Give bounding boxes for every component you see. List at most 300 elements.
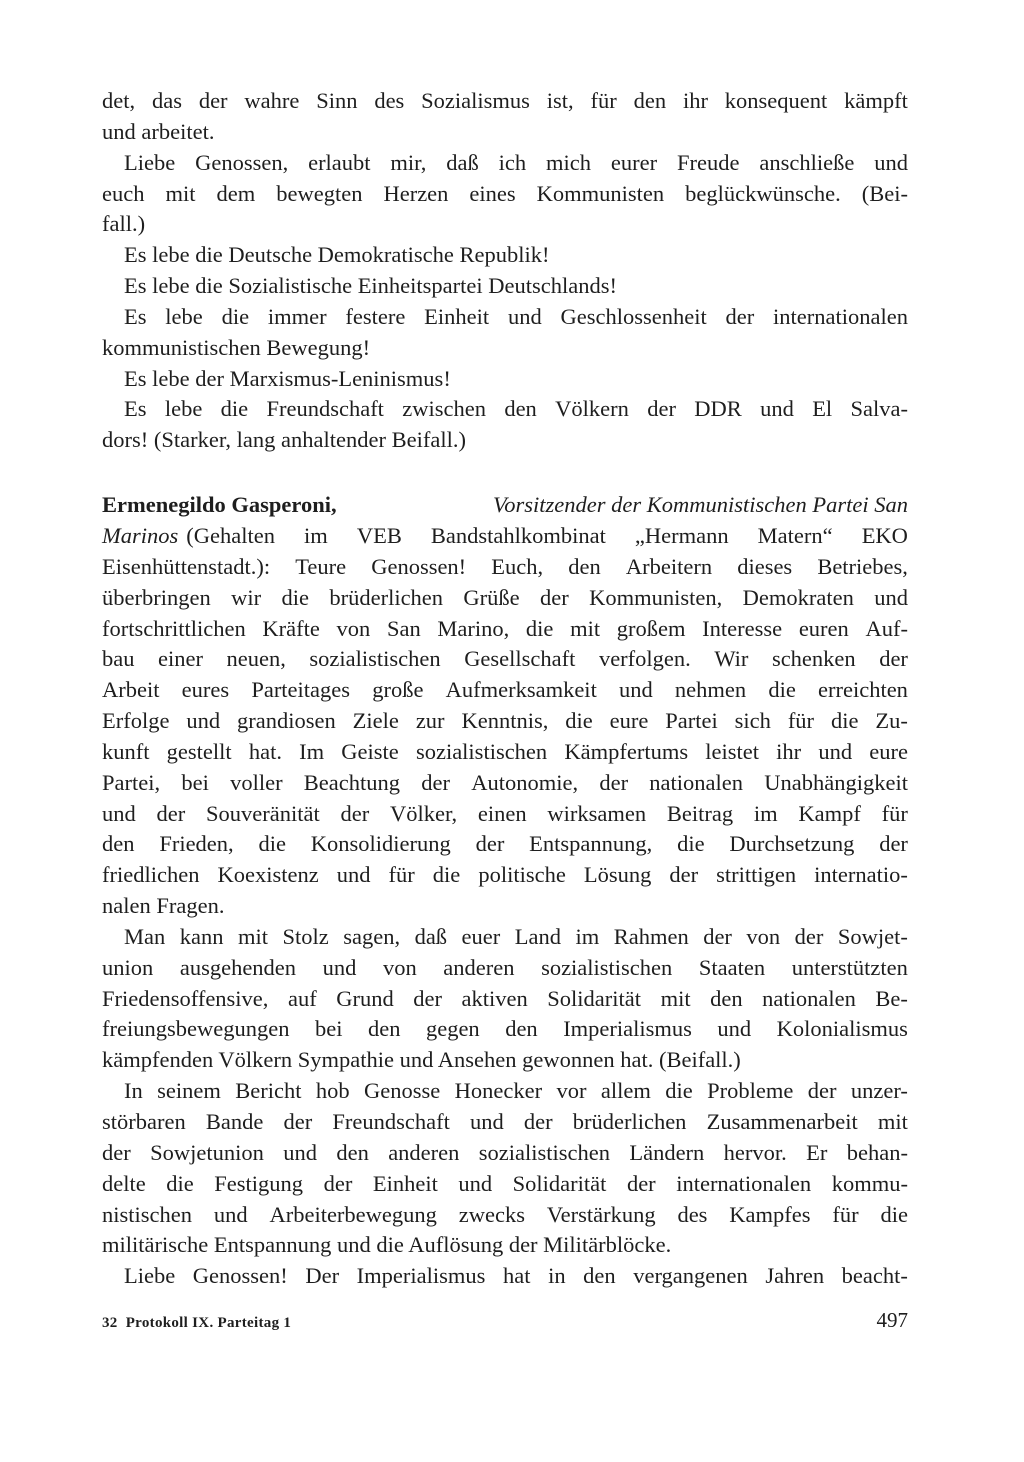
- word: im: [753, 800, 778, 826]
- word: Beachtung: [303, 769, 401, 795]
- word: Auf-: [865, 615, 908, 641]
- word: Der: [305, 1263, 340, 1289]
- word: Völker,: [389, 800, 458, 826]
- word: mit: [165, 180, 196, 206]
- word: mit: [570, 615, 601, 641]
- word: kunft: [102, 738, 150, 764]
- word: hat: [502, 1263, 531, 1289]
- word: der: [421, 769, 450, 795]
- word: von: [382, 954, 417, 980]
- word: der: [540, 584, 569, 610]
- text-line: [102, 1200, 908, 1231]
- text-line: [102, 737, 908, 768]
- word: und: [619, 677, 653, 703]
- text-line: [102, 829, 908, 860]
- word: brüderlichen: [572, 1109, 687, 1134]
- printer-signature: 32 Protokoll IX. Parteitag 1: [102, 1315, 292, 1331]
- word: festere: [345, 303, 406, 329]
- paragraph: [102, 364, 908, 395]
- word: und: [322, 954, 357, 980]
- word: (Gehalten: [186, 522, 275, 548]
- text-line: [102, 86, 908, 117]
- word: Aufmerksamkeit: [445, 677, 597, 703]
- speech-heading-line: [102, 490, 908, 521]
- word: Geiste: [341, 738, 399, 764]
- word: EKO: [861, 522, 908, 548]
- word: bei: [181, 769, 209, 795]
- word: ausgehenden: [179, 954, 297, 980]
- word: lebe: [165, 303, 203, 329]
- word: gegen: [425, 1016, 480, 1042]
- word: Kampfes: [729, 1201, 811, 1227]
- word: den: [633, 88, 667, 113]
- word: der: [794, 923, 824, 949]
- word: die: [166, 1170, 194, 1196]
- word: Eisenhüttenstadt.):: [102, 553, 271, 579]
- word: verfolgen.: [598, 646, 691, 672]
- word: bei: [314, 1016, 343, 1042]
- text-line: [102, 179, 908, 210]
- text-line: [102, 1169, 908, 1200]
- paragraph: [102, 1261, 908, 1292]
- word: grandiosen: [237, 708, 336, 734]
- word: die: [258, 831, 286, 857]
- word: Genossen,: [195, 149, 289, 175]
- word: und: [469, 1109, 504, 1134]
- word: und: [874, 584, 908, 610]
- text-line: [102, 799, 908, 830]
- word: Kräfte: [262, 615, 320, 641]
- word: anschließe: [759, 149, 855, 175]
- word: Partei: [665, 708, 718, 734]
- word: delte: [102, 1170, 146, 1196]
- paragraph: [102, 86, 908, 148]
- word: aktiven: [461, 985, 528, 1011]
- word: unzer-: [850, 1078, 908, 1104]
- word: hob: [315, 1078, 350, 1104]
- word: und: [874, 149, 908, 175]
- word: anderen: [388, 1139, 460, 1165]
- speech-venue: [186, 521, 908, 552]
- word: Erfolge: [102, 708, 170, 734]
- word: Genosse: [364, 1078, 441, 1104]
- text-line: [102, 922, 908, 953]
- text-line: [102, 675, 908, 706]
- word: und: [760, 396, 794, 422]
- word: Arbeit: [102, 677, 160, 703]
- paragraph: [102, 394, 908, 456]
- word: Liebe: [124, 149, 176, 175]
- word: In: [124, 1078, 143, 1104]
- word: allem: [600, 1078, 651, 1104]
- word: Kampf: [798, 800, 861, 826]
- word: Im: [299, 738, 325, 764]
- word: Imperialismus: [563, 1016, 692, 1042]
- text-line: [102, 768, 908, 799]
- word: der: [807, 1078, 837, 1104]
- word: Land: [514, 923, 561, 949]
- word: det,: [102, 88, 136, 113]
- word: Frieden,: [159, 831, 234, 857]
- word: unterstützten: [791, 954, 908, 980]
- text-line: [102, 302, 908, 333]
- word: der: [413, 985, 442, 1011]
- word: der: [198, 88, 228, 113]
- word: strittigen: [716, 862, 797, 888]
- word: Es: [124, 303, 147, 329]
- word: Bande: [205, 1109, 264, 1134]
- word: die: [220, 396, 249, 422]
- word: schenken: [771, 646, 856, 672]
- word: Geschlossenheit: [560, 303, 707, 329]
- word: Verstärkung: [546, 1201, 656, 1227]
- word: Einheit: [372, 1170, 438, 1196]
- word: sagen,: [343, 923, 401, 949]
- word: Kolonialismus: [776, 1016, 908, 1042]
- word: und: [507, 303, 542, 329]
- word: Gesellschaft: [464, 646, 576, 672]
- word: Solidarität: [512, 1170, 607, 1196]
- paragraph: [102, 271, 908, 302]
- speaker-role-continued: Marinos: [102, 522, 179, 548]
- text-line: Es lebe der Marxismus-Leninismus!: [124, 365, 451, 391]
- word: für: [590, 88, 617, 113]
- word: mich: [546, 149, 592, 175]
- word: für: [388, 862, 415, 888]
- word: Sozialismus: [421, 88, 530, 113]
- word: dem: [216, 180, 256, 206]
- word: das: [151, 88, 182, 113]
- word: den: [367, 1016, 401, 1042]
- text-line: Es lebe die Sozialistische Einheitspartei Deutschlands!: [124, 273, 617, 299]
- word: die: [830, 708, 859, 734]
- word: Autonomie,: [471, 769, 579, 795]
- word: Zu-: [875, 708, 908, 734]
- word: internatio-: [814, 862, 908, 888]
- word: der: [340, 800, 370, 826]
- word: Festigung: [214, 1170, 304, 1196]
- text-line: fall.): [102, 211, 146, 237]
- text-line: [102, 1076, 908, 1107]
- word: überbringen: [102, 584, 211, 610]
- word: nationalen: [649, 769, 744, 795]
- word: mit: [877, 1109, 908, 1134]
- word: Herzen: [383, 180, 449, 206]
- word: und: [213, 1201, 248, 1227]
- text-line: kommunistischen Bewegung!: [102, 334, 371, 360]
- word: daß: [414, 923, 448, 949]
- word: von: [746, 923, 781, 949]
- word: eure: [609, 708, 649, 734]
- word: Euch,: [491, 553, 544, 579]
- word: Teure: [295, 553, 347, 579]
- word: im: [304, 522, 328, 548]
- word: eure: [869, 738, 908, 764]
- word: euch: [102, 180, 145, 206]
- word: mit: [237, 923, 268, 949]
- word: der: [725, 303, 755, 329]
- word: und: [336, 862, 371, 888]
- text-line: [102, 953, 908, 984]
- text-line: [102, 614, 908, 645]
- text-line: kämpfenden Völkern Sympathie und Ansehen gewonnen hat. (Beifall.): [102, 1047, 741, 1073]
- word: Bericht: [235, 1078, 302, 1104]
- word: Marino,: [437, 615, 510, 641]
- word: die: [880, 1201, 908, 1227]
- word: die: [665, 1078, 693, 1104]
- speech-block: [102, 490, 908, 922]
- word: Ziele: [352, 708, 399, 734]
- word: den: [505, 1016, 538, 1042]
- word: Arbeiterbewegung: [269, 1201, 437, 1227]
- word: fortschrittlichen: [102, 615, 246, 641]
- word: Koexistenz: [217, 862, 319, 888]
- word: Sowjetunion: [150, 1139, 264, 1165]
- word: die: [565, 708, 593, 734]
- word: Grüße: [463, 584, 520, 610]
- word: Kenntnis,: [461, 708, 549, 734]
- word: lebe: [164, 396, 203, 422]
- word: eines: [469, 180, 516, 206]
- word: von: [336, 615, 371, 641]
- word: Kommunisten: [536, 180, 665, 206]
- word: seinem: [157, 1078, 221, 1104]
- word: auf: [287, 985, 317, 1011]
- word: die: [432, 862, 461, 888]
- word: Kämpfertums: [564, 738, 689, 764]
- word: Probleme: [707, 1078, 794, 1104]
- word: kommu-: [831, 1170, 908, 1196]
- word: politische: [478, 862, 566, 888]
- word: wirksamen: [547, 800, 647, 826]
- word: nehmen: [674, 677, 747, 703]
- word: mir,: [390, 149, 427, 175]
- word: Matern“: [757, 522, 833, 548]
- word: Völkern: [555, 396, 629, 422]
- word: Ländern: [629, 1139, 705, 1165]
- word: Beitrag: [666, 800, 734, 826]
- word: nistischen: [102, 1201, 192, 1227]
- text-line: [102, 706, 908, 737]
- word: Genossen!: [371, 553, 467, 579]
- word: die: [677, 831, 705, 857]
- word: der: [323, 1170, 353, 1196]
- word: „Hermann: [634, 522, 729, 548]
- word: den: [336, 1139, 369, 1165]
- word: euren: [798, 615, 849, 641]
- word: sozialistischen: [309, 646, 441, 672]
- word: für: [787, 708, 815, 734]
- word: der: [879, 646, 908, 672]
- word: der: [626, 1170, 656, 1196]
- word: brüderlichen: [329, 584, 444, 610]
- word: (Bei-: [861, 180, 908, 206]
- word: der: [523, 1109, 553, 1134]
- word: störbaren: [102, 1109, 186, 1134]
- word: die: [281, 584, 309, 610]
- text-line: Es lebe die Deutsche Demokratische Republik!: [124, 242, 550, 268]
- word: Entspannung,: [529, 831, 653, 857]
- word: Freundschaft: [266, 396, 384, 422]
- word: Staaten: [698, 954, 766, 980]
- word: den: [568, 553, 601, 579]
- word: Sowjet-: [837, 923, 908, 949]
- paragraph: [102, 240, 908, 271]
- word: Arbeitern: [625, 553, 713, 579]
- word: Einheit: [424, 303, 490, 329]
- speaker-name: Ermenegildo Gasperoni,: [102, 492, 337, 518]
- section-gap: [102, 456, 908, 490]
- word: behan-: [846, 1139, 908, 1165]
- word: euer: [461, 923, 501, 949]
- word: leistet: [705, 738, 759, 764]
- word: den: [583, 1263, 616, 1289]
- word: den: [504, 396, 537, 422]
- word: hat.: [248, 738, 282, 764]
- text-line: [102, 644, 908, 675]
- word: sozialistischen: [478, 1139, 610, 1165]
- word: in: [548, 1263, 566, 1289]
- word: Interesse: [702, 615, 783, 641]
- text-line: [102, 1138, 908, 1169]
- word: internationalen: [773, 303, 908, 329]
- word: VEB: [356, 522, 402, 548]
- word: daß: [446, 149, 479, 175]
- word: union: [102, 954, 154, 980]
- word: mit: [660, 985, 691, 1011]
- word: im: [575, 923, 600, 949]
- word: Salva-: [850, 396, 908, 422]
- text-line: [102, 148, 908, 179]
- word: friedlichen: [102, 862, 200, 888]
- word: eurer: [610, 149, 658, 175]
- word: Lösung: [583, 862, 652, 888]
- word: kämpft: [844, 88, 908, 113]
- word: großem: [616, 615, 686, 641]
- word: erlaubt: [308, 149, 371, 175]
- word: einer: [158, 646, 203, 672]
- word: große: [372, 677, 424, 703]
- word: wir: [231, 584, 262, 610]
- word: für: [832, 1201, 859, 1227]
- word: der: [475, 831, 505, 857]
- word: gestellt: [166, 738, 232, 764]
- word: die: [525, 615, 554, 641]
- word: Friedensoffensive,: [102, 985, 269, 1011]
- page-footer: [102, 1308, 908, 1338]
- word: Grund: [336, 985, 394, 1011]
- text-line: [102, 984, 908, 1015]
- word: einen: [477, 800, 527, 826]
- word: und: [458, 1170, 493, 1196]
- word: für: [881, 800, 908, 826]
- paragraph: [102, 1076, 908, 1261]
- text-line: dors! (Starker, lang anhaltender Beifall.): [102, 427, 466, 453]
- word: vor: [556, 1078, 587, 1104]
- word: erreichten: [818, 677, 908, 703]
- word: Bandstahlkombinat: [430, 522, 606, 548]
- word: freiungsbewegungen: [102, 1016, 290, 1042]
- word: voller: [230, 769, 283, 795]
- text-line: [102, 552, 908, 583]
- word: zwischen: [402, 396, 486, 422]
- word: und: [186, 708, 221, 734]
- text-line: [102, 1107, 908, 1138]
- word: bau: [102, 646, 135, 672]
- word: konsequent: [724, 88, 828, 113]
- word: dieses: [737, 553, 793, 579]
- word: der: [703, 923, 732, 949]
- word: zwecks: [458, 1201, 525, 1227]
- word: eures: [181, 677, 230, 703]
- word: Souveränität: [205, 800, 320, 826]
- word: Demokraten: [742, 584, 854, 610]
- word: ich: [498, 149, 527, 175]
- word: neuen,: [226, 646, 286, 672]
- word: ihr: [776, 738, 802, 764]
- text-line: [102, 1261, 908, 1292]
- text-line: [102, 583, 908, 614]
- word: der: [156, 800, 186, 826]
- word: der: [647, 396, 676, 422]
- page-number: 497: [876, 1308, 908, 1332]
- word: immer: [267, 303, 327, 329]
- word: Betriebes,: [817, 553, 908, 579]
- word: Genossen!: [192, 1263, 288, 1289]
- word: Sinn: [316, 88, 358, 113]
- word: der: [102, 1139, 131, 1165]
- word: Be-: [875, 985, 908, 1011]
- word: Imperialismus: [356, 1263, 486, 1289]
- word: Unabhängigkeit: [764, 769, 908, 795]
- text-line: militärische Entspannung und die Auflösung der Militärblöcke.: [102, 1232, 672, 1258]
- speech-heading-line-2: [102, 521, 908, 552]
- word: internationalen: [676, 1170, 812, 1196]
- word: des: [677, 1201, 708, 1227]
- document-page: [102, 86, 908, 1292]
- paragraph: [102, 302, 908, 364]
- word: Stolz: [282, 923, 329, 949]
- word: Konsolidierung: [310, 831, 451, 857]
- word: beglückwünsche.: [685, 180, 841, 206]
- word: wahre: [244, 88, 300, 113]
- word: vergangenen: [633, 1263, 748, 1289]
- word: der: [599, 769, 629, 795]
- word: und: [283, 1139, 317, 1165]
- text-line: [102, 860, 908, 891]
- word: kann: [179, 923, 224, 949]
- paragraph: [102, 922, 908, 1076]
- word: Durchsetzung: [729, 831, 855, 857]
- word: und: [102, 800, 136, 826]
- word: sich: [734, 708, 771, 734]
- word: Kommunisten,: [589, 584, 723, 610]
- word: der: [669, 862, 699, 888]
- word: den: [710, 985, 743, 1011]
- word: Parteitages: [251, 677, 351, 703]
- speaker-role: Vorsitzender der Kommunistischen Partei San: [493, 492, 908, 518]
- word: ist,: [546, 88, 574, 113]
- text-line: [102, 394, 908, 425]
- word: den: [102, 831, 135, 857]
- word: hervor.: [723, 1139, 787, 1165]
- word: sozialistischen: [415, 738, 548, 764]
- word: Partei,: [102, 769, 161, 795]
- word: Freundschaft: [332, 1109, 450, 1134]
- word: ihr: [682, 88, 708, 113]
- word: San: [386, 615, 421, 641]
- word: El: [812, 396, 833, 422]
